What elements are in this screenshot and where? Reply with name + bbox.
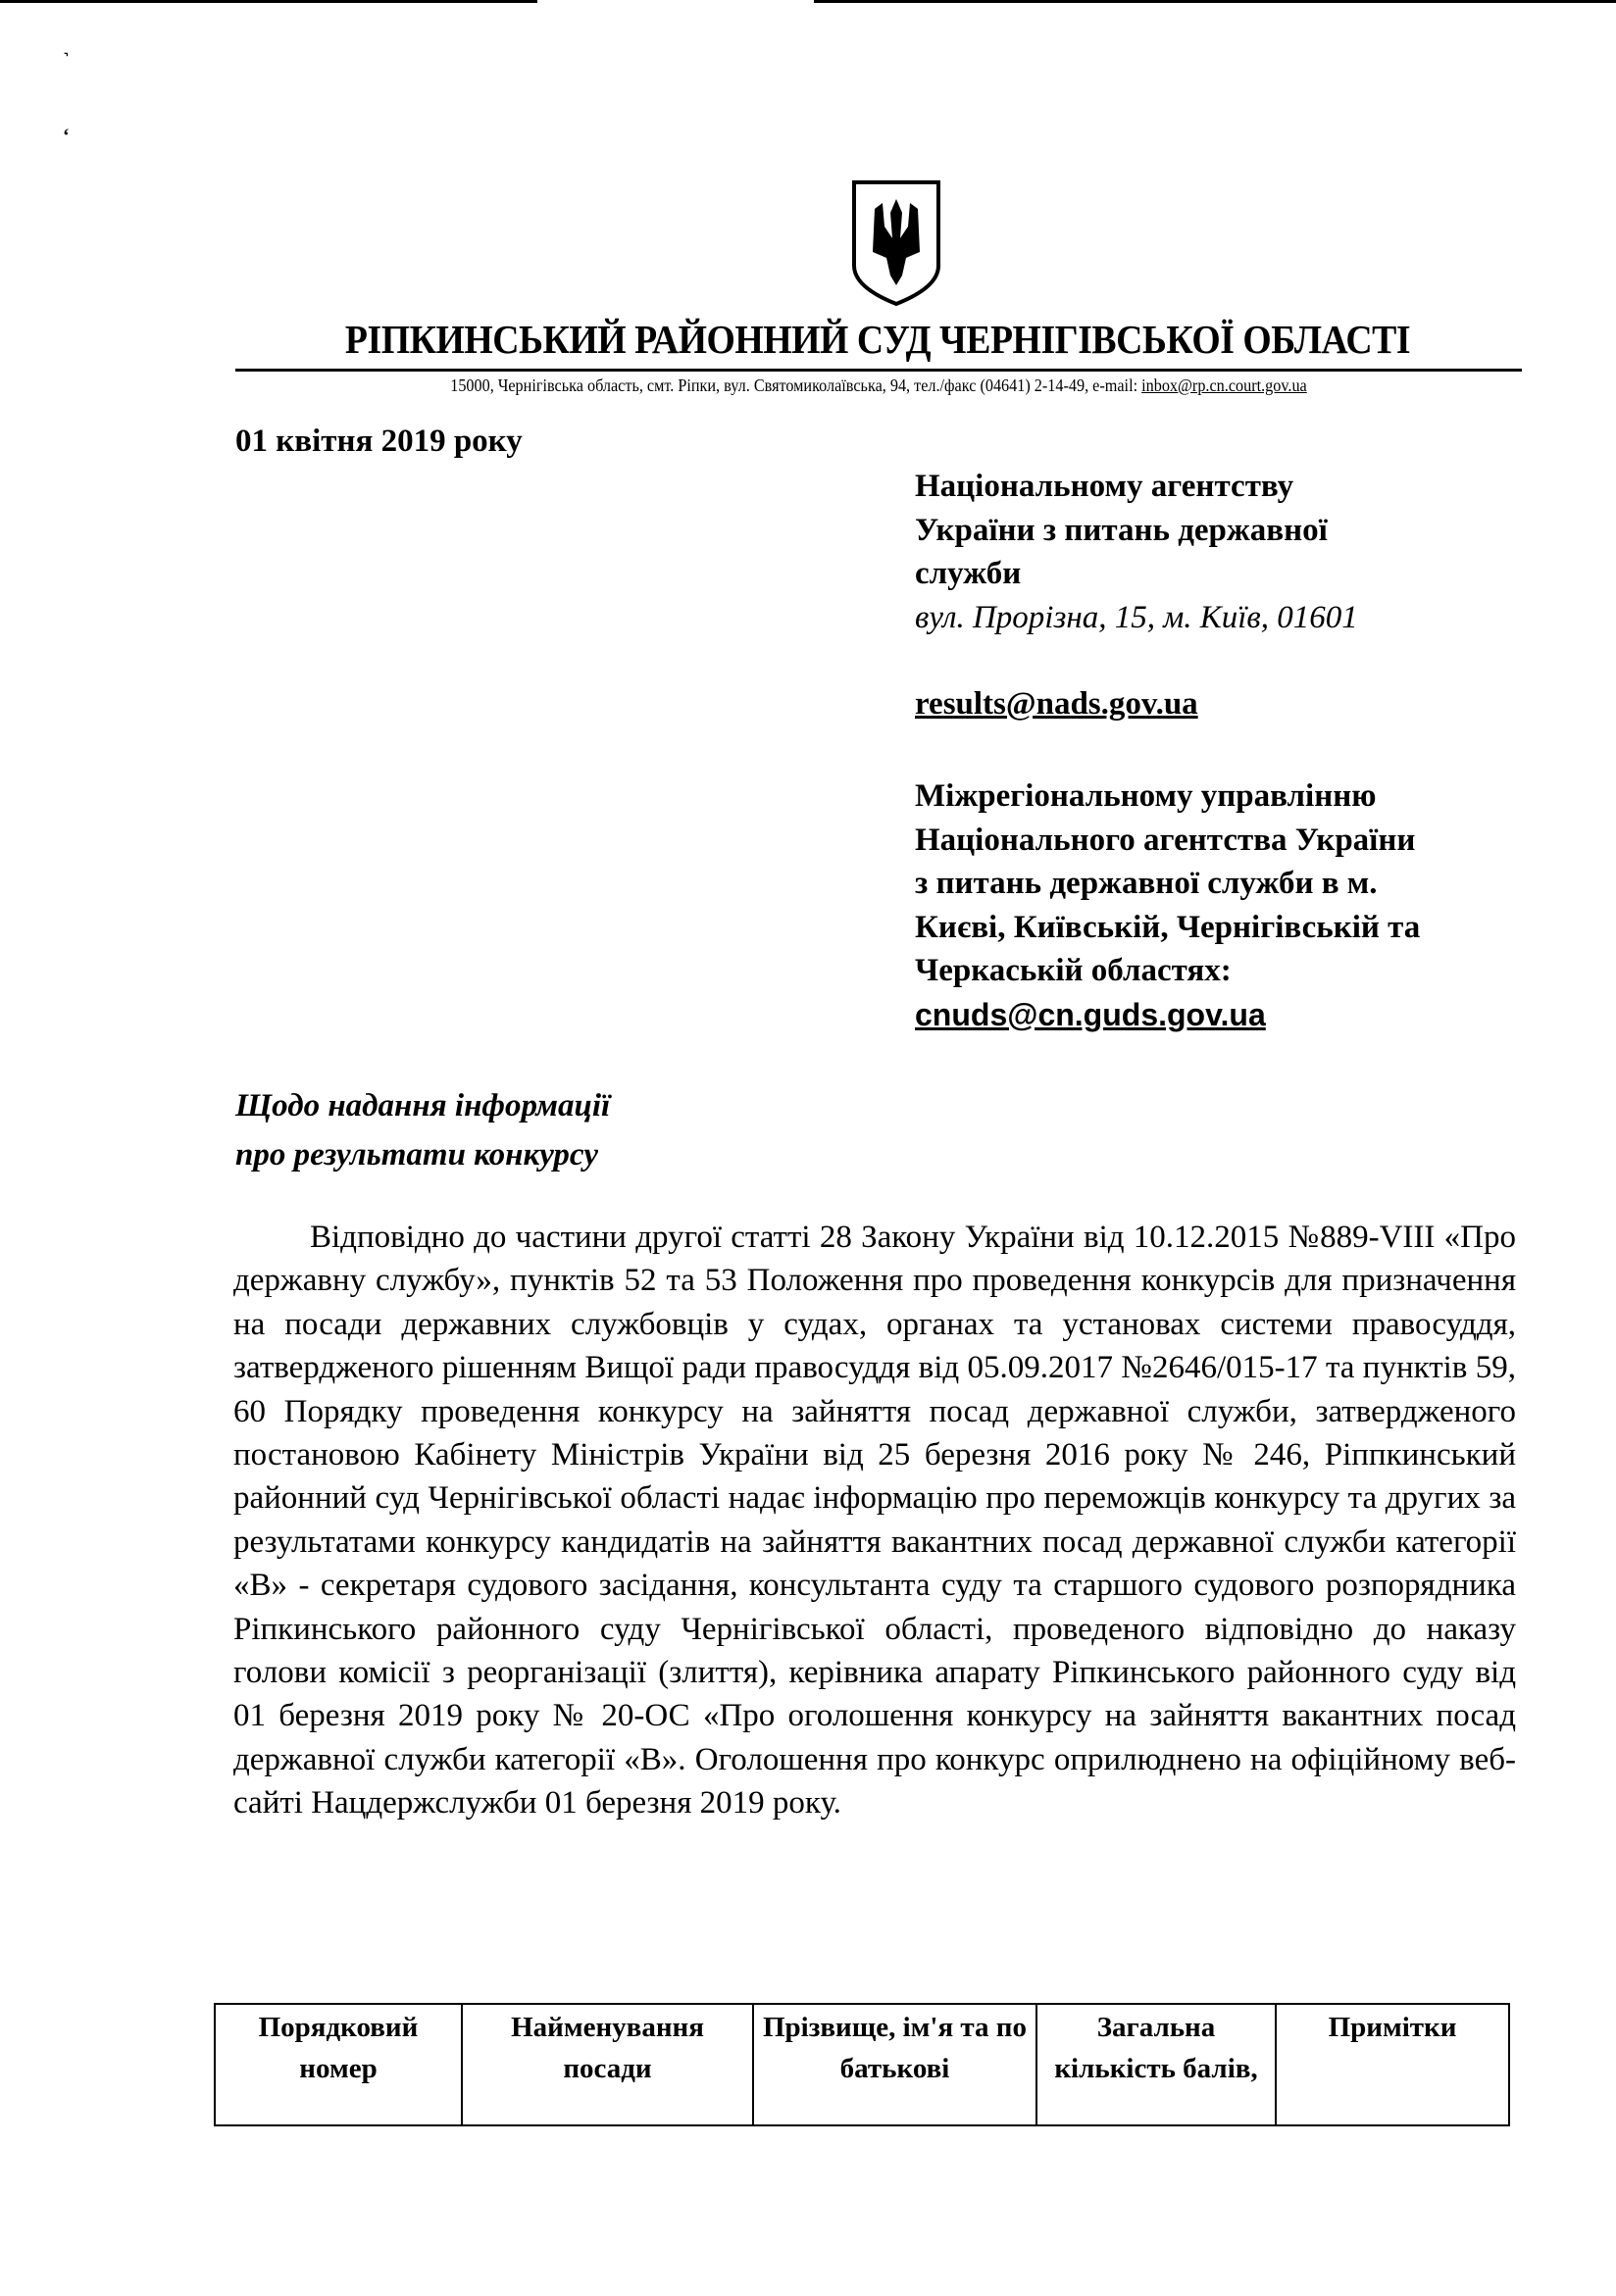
court-address <box>300 375 1458 396</box>
letter-subject <box>235 1081 610 1179</box>
column-header: Порядковий номер <box>215 2004 462 2125</box>
recipient-line: з питань державної служби в м. <box>915 866 1378 901</box>
recipient-line: Києві, Київській, Чернігівській та <box>915 909 1421 945</box>
scan-edge <box>814 0 1616 3</box>
column-header: Прізвище, ім'я та по батькові <box>753 2004 1036 2125</box>
subject-line: про результати конкурсу <box>235 1137 598 1173</box>
recipient-email-link[interactable]: results@nads.gov.ua <box>915 686 1198 722</box>
header-rule <box>235 369 1522 372</box>
court-name-heading: РІПКИНСЬКИЙ РАЙОННИЙ СУД ЧЕРНІГІВСЬКОЇ ОБЛАСТІ <box>344 317 1411 362</box>
recipient-line: Міжрегіональному управлінню <box>915 778 1377 814</box>
court-email-link[interactable]: inbox@rp.cn.court.gov.ua <box>1141 375 1307 395</box>
table-header-row <box>215 2004 1509 2125</box>
scan-edge <box>0 0 537 3</box>
column-header: Примітки <box>1276 2004 1509 2125</box>
scan-mark: ˺ <box>63 49 70 71</box>
address-text: 15000, Чернігівська область, смт. Ріпки, вул. Святомиколаївська, 94, тел./факс (04641) 2-14-49, e-mail: <box>450 375 1142 395</box>
letter-body: Відповідно до частини другої статті 28 Закону України від 10.12.2015 №889-VIII «Про державну службу», пунктів 52 та 53 Положення про проведення конкурсів для призначення на посади державних службовців у судах, органах та установах системи правосуддя, затвердженого рішенням Вищої ради правосуддя від 05.09.2017 №2646/015-17 та пунктів 59, 60 Порядку проведення конкурсу на зайняття посад державної служби, затвердженого постановою Кабінету Міністрів України від 25 березня 2016 року № 246, Ріппкинський районний суд Чернігівської області надає інформацію про переможців конкурсу та других за результатами конкурсу кандидатів на зайняття вакантних посад державної служби категорії «В» - секретаря судового засідання, консультанта суду та старшого судового розпорядника Ріпкинського районного суду Чернігівської області, проведеного відповідно до наказу голови комісії з реорганізації (злиття), керівника апарату Ріпкинського районного суду від 01 березня 2019 року № 20-ОС «Про оголошення конкурсу на зайняття вакантних посад державної служби категорії «В». Оголошення про конкурс оприлюднено на офіційному веб-сайті Нацдержслужби 01 березня 2019 року. <box>233 1220 1516 1822</box>
recipient-line: Черкаській областях: <box>915 953 1232 988</box>
results-table <box>214 2003 1510 2126</box>
recipient-line: служби <box>915 556 1022 591</box>
recipient-block-2 <box>915 774 1542 1036</box>
recipient-line: України з питань державної <box>915 512 1328 548</box>
subject-line: Щодо надання інформації <box>235 1088 611 1123</box>
column-header: Найменування посади <box>462 2004 753 2125</box>
column-header: Загальна кількість балів, <box>1036 2004 1276 2125</box>
recipient-block-1 <box>915 465 1542 639</box>
recipient-email-link[interactable]: cnuds@cn.guds.gov.ua <box>915 996 1266 1032</box>
recipient-line: Національному агентству <box>915 469 1294 504</box>
recipient-address: вул. Прорізна, 15, м. Київ, 01601 <box>915 599 1358 635</box>
letter-date: 01 квітня 2019 року <box>235 424 523 459</box>
coat-of-arms-icon <box>851 179 941 307</box>
scan-mark: ʻ <box>63 125 70 147</box>
recipient-line: Національного агентства України <box>915 822 1416 858</box>
